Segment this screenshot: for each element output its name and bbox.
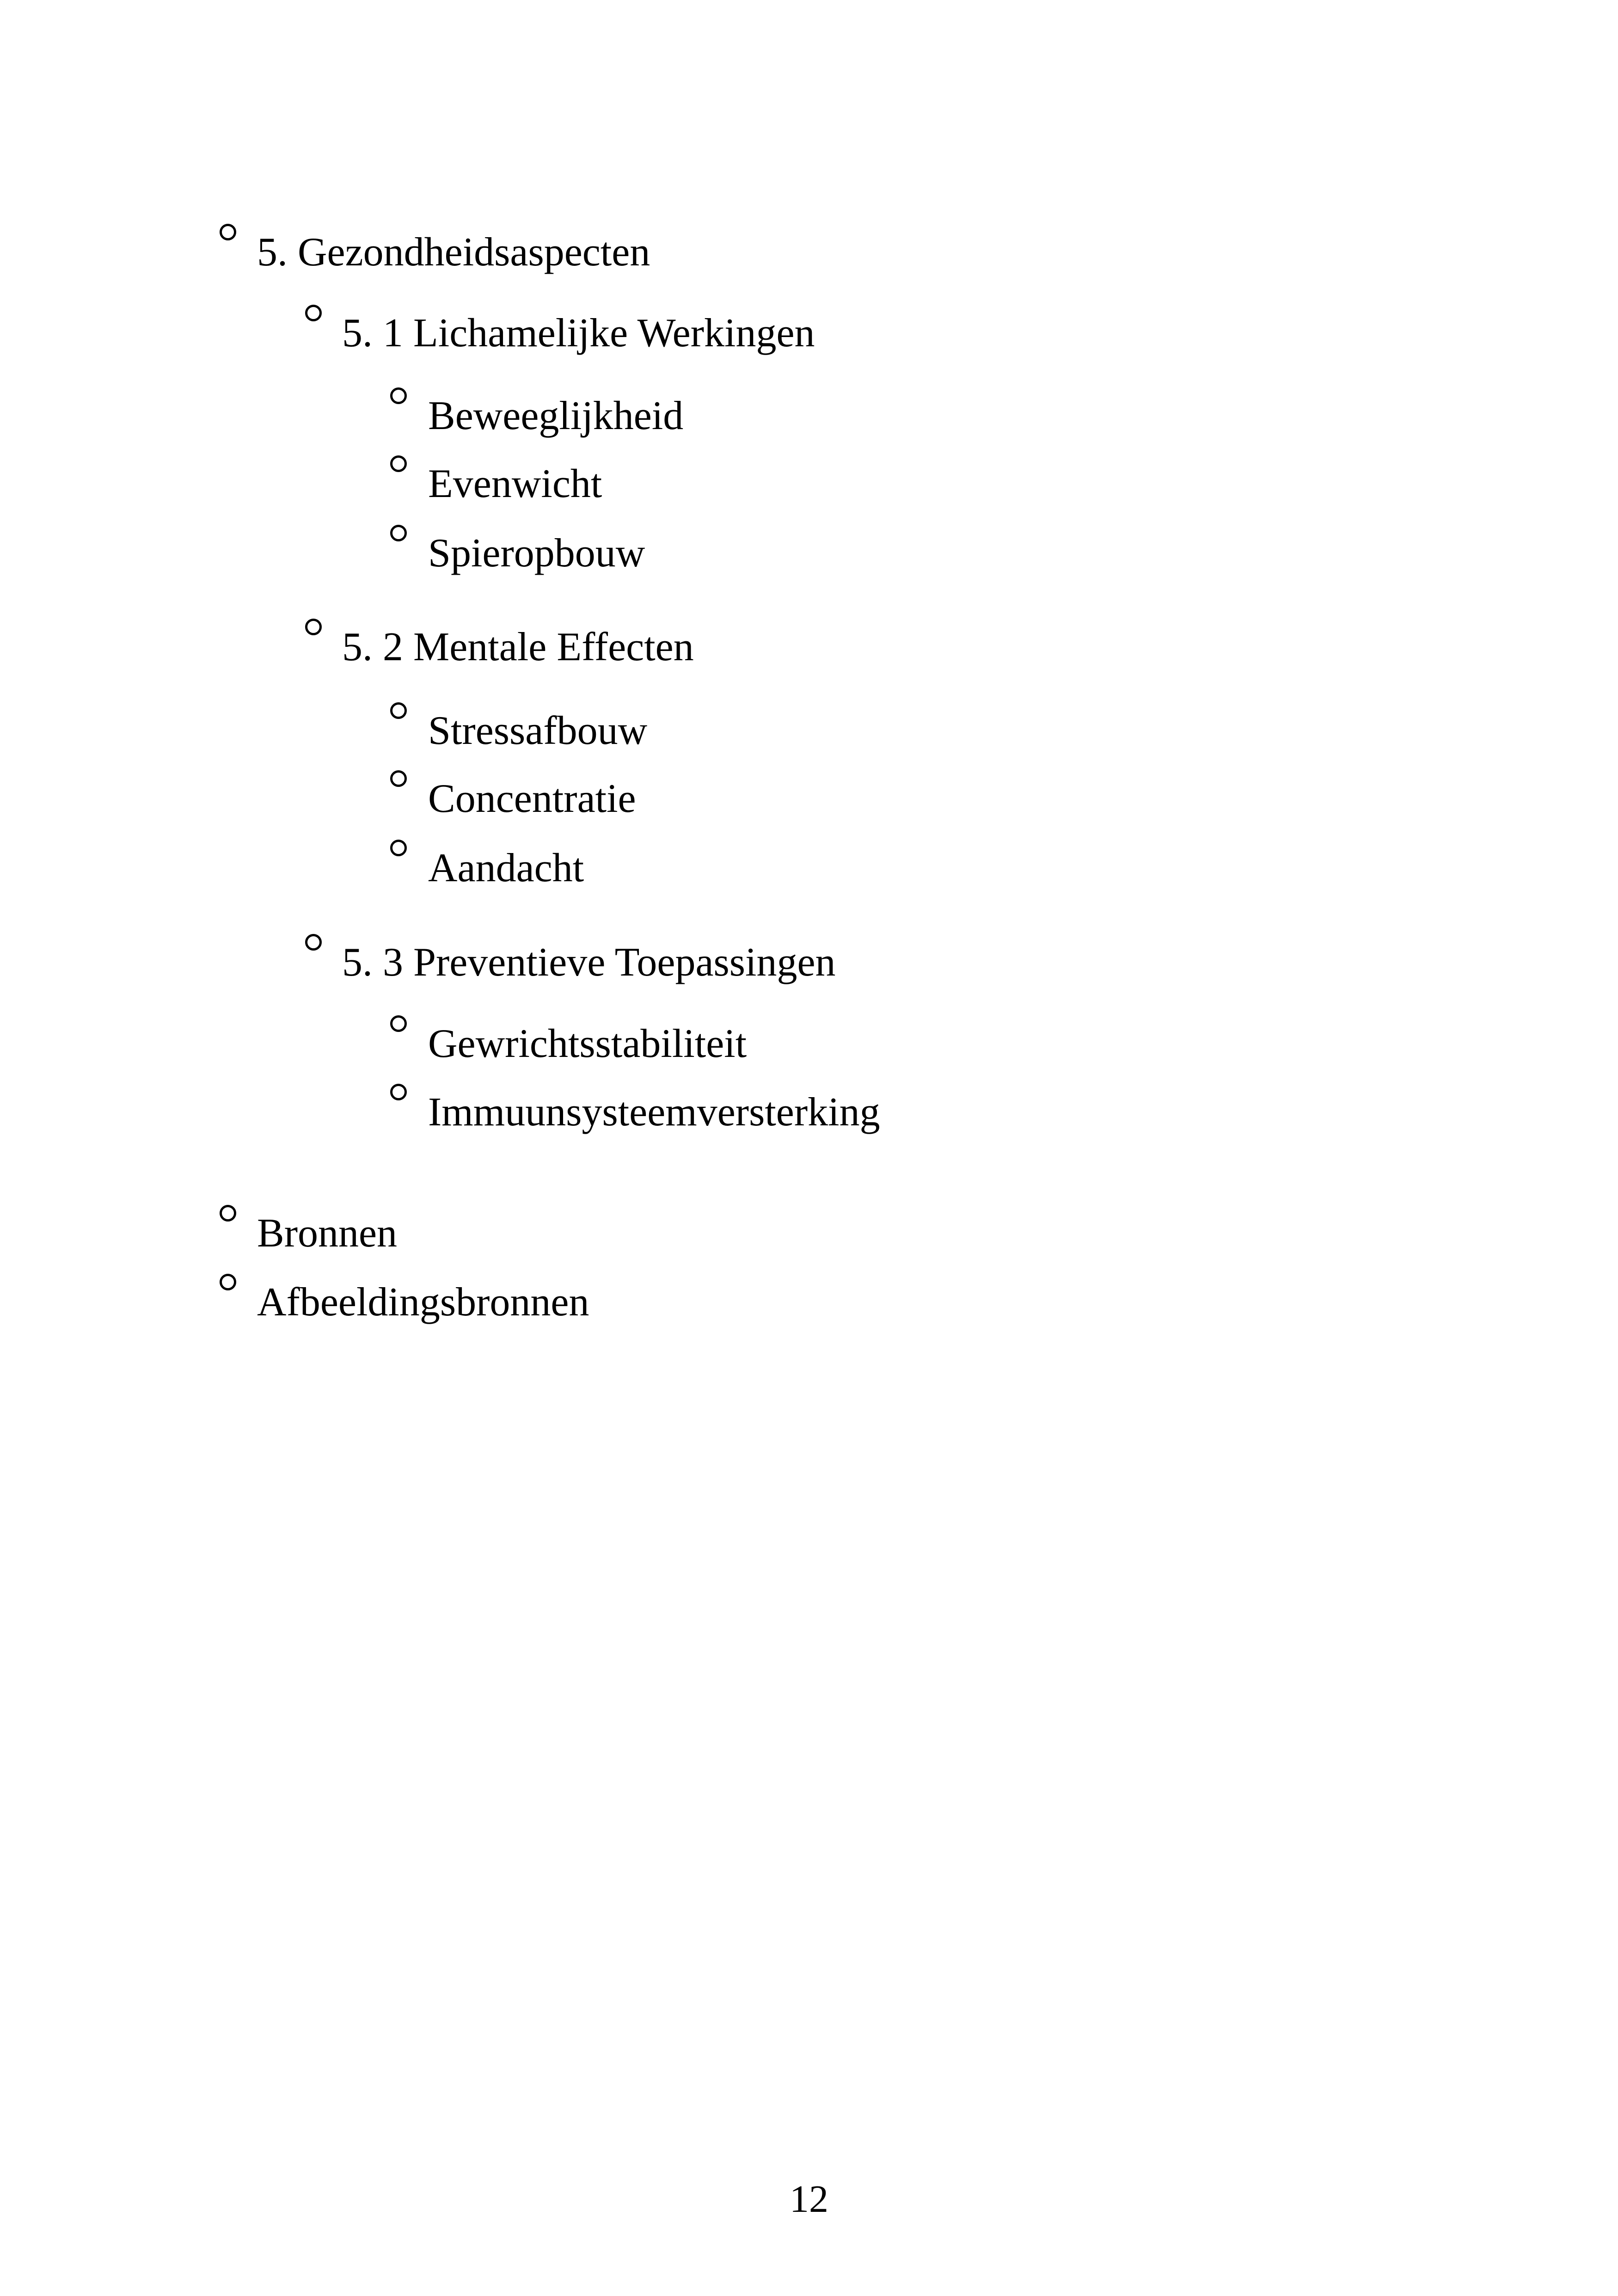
toc-item-label: Stressafbouw (428, 708, 648, 753)
hollow-circle-bullet-icon (390, 1084, 407, 1100)
toc-item-label: Evenwicht (428, 461, 602, 506)
hollow-circle-bullet-icon (390, 387, 407, 404)
toc-item-label: Spieropbouw (428, 531, 645, 576)
toc-item-label: Aandacht (428, 846, 584, 890)
hollow-circle-bullet-icon (305, 619, 322, 635)
toc-item-label: 5. Gezondheidsaspecten (257, 230, 650, 275)
toc-item-label: Beweeglijkheid (428, 393, 684, 438)
hollow-circle-bullet-icon (305, 305, 322, 321)
toc-item-label: Bronnen (257, 1211, 398, 1256)
hollow-circle-bullet-icon (220, 1205, 236, 1222)
hollow-circle-bullet-icon (390, 840, 407, 856)
toc-item-label: Gewrichtsstabiliteit (428, 1021, 747, 1066)
hollow-circle-bullet-icon (390, 455, 407, 472)
toc-item-label: 5. 2 Mentale Effecten (342, 625, 694, 669)
hollow-circle-bullet-icon (390, 1015, 407, 1032)
page-number: 12 (790, 2178, 828, 2221)
toc-item-label: Afbeeldingsbronnen (257, 1280, 589, 1325)
toc-item-label: Concentratie (428, 776, 636, 821)
hollow-circle-bullet-icon (220, 1274, 236, 1290)
hollow-circle-bullet-icon (390, 770, 407, 787)
hollow-circle-bullet-icon (390, 702, 407, 719)
hollow-circle-bullet-icon (305, 934, 322, 951)
hollow-circle-bullet-icon (220, 224, 236, 240)
toc-item-label: Immuunsysteemversterking (428, 1090, 880, 1135)
hollow-circle-bullet-icon (390, 525, 407, 541)
toc-item-label: 5. 3 Preventieve Toepassingen (342, 940, 836, 985)
toc-item-label: 5. 1 Lichamelijke Werkingen (342, 311, 815, 356)
